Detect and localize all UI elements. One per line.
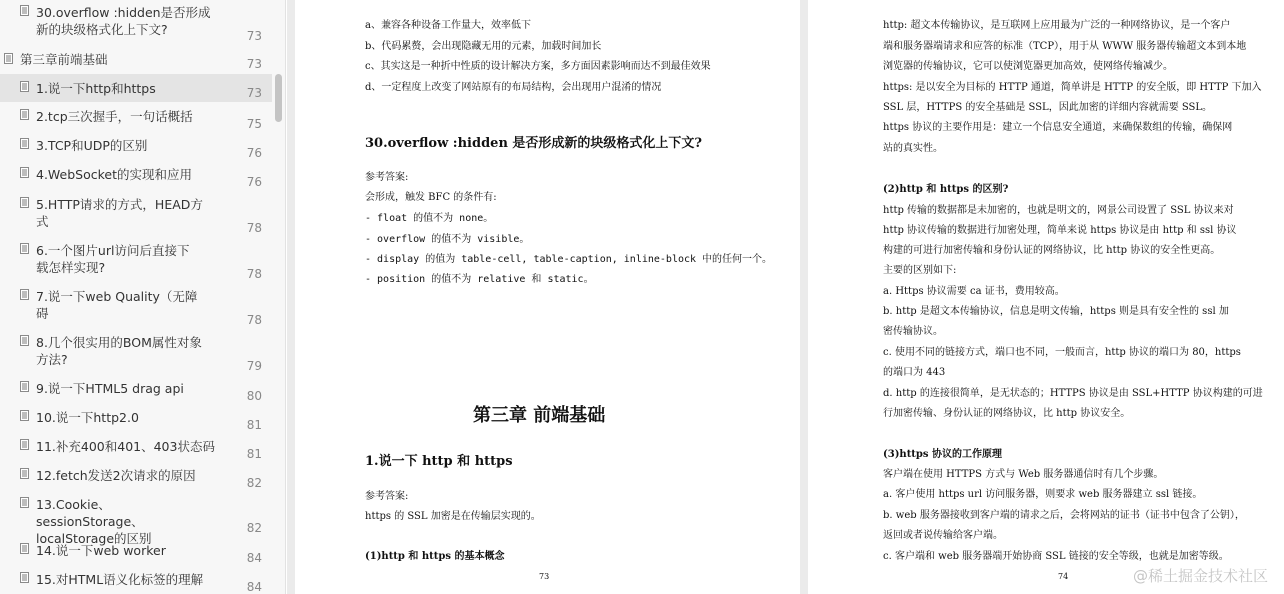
toc-item[interactable] [0, 2, 272, 42]
toc-page-number: 84 [246, 551, 262, 565]
answer-label: 参考答案: [365, 491, 409, 502]
toc-title: 9.说一下HTML5 drag api [36, 381, 184, 396]
toc-title: 10.说一下http2.0 [36, 410, 139, 425]
text-line: 浏览器的传输协议，它可以使浏览器更加高效，使网络传输减少。 [883, 61, 1173, 72]
chapter-title: 第三章 前端基础 [473, 405, 606, 426]
toc-page-number: 73 [246, 57, 262, 71]
document-page-74 [808, 0, 1284, 594]
text-line: https 的 SSL 加密是在传输层实现的。 [365, 511, 541, 522]
toc-item[interactable] [0, 494, 272, 546]
text-line: a. 客户使用 https url 访问服务器，则要求 web 服务器建立 ssl 链接。 [883, 489, 1203, 500]
text-line: 的端口为 443 [883, 367, 946, 378]
bookmark-icon [20, 109, 29, 120]
bookmark-sidebar [0, 0, 286, 594]
subheading: (3)https 协议的工作原理 [883, 449, 1003, 460]
toc-page-number: 76 [246, 175, 262, 189]
text-line: b. web 服务器接收到客户端的请求之后，会将网站的证书（证书中包含了公钥）， [883, 510, 1245, 521]
sidebar-scrollbar[interactable] [274, 0, 284, 594]
toc-title: 第三章前端基础 [20, 52, 108, 67]
toc-page-number: 81 [246, 447, 262, 461]
toc-page-number: 78 [246, 267, 262, 281]
toc-title: 30.overflow :hidden是否形成新的块级格式化上下文? [36, 5, 211, 37]
text-line: c. 客户端和 web 服务器端开始协商 SSL 链接的安全等级，也就是加密等级。 [883, 551, 1229, 562]
text-line: SSL 层，HTTPS 的安全基础是 SSL，因此加密的详细内容就需要 SSL。 [883, 102, 1213, 113]
page-number: 73 [539, 572, 550, 581]
text-line: 返回或者说传输给客户端。 [883, 530, 1003, 541]
text-line: http 协议传输的数据进行加密处理，简单来说 https 协议是由 http 和 ssl 协议 [883, 225, 1237, 236]
toc-item[interactable] [0, 240, 272, 280]
bookmark-icon [20, 468, 29, 479]
bookmark-icon [20, 572, 29, 583]
toc-title: 11.补充400和401、403状态码 [36, 439, 215, 454]
bookmark-icon [20, 410, 29, 421]
toc-item[interactable] [0, 106, 272, 132]
toc-item[interactable] [0, 286, 272, 326]
toc-title: 7.说一下web Quality（无障碍 [36, 289, 198, 321]
toc-item[interactable] [0, 540, 272, 566]
toc-title: 8.几个很实用的BOM属性对象方法? [36, 335, 202, 367]
text-line: - float 的值不为 none。 [365, 213, 494, 224]
text-line: 端和服务器端请求和应答的标准（TCP），用于从 WWW 服务器传输超文本到本地 [883, 41, 1247, 52]
toc-page-number: 82 [246, 476, 262, 490]
bookmark-icon [20, 5, 29, 16]
toc-item[interactable] [0, 74, 272, 102]
toc-title: 2.tcp三次握手，一句话概括 [36, 109, 193, 124]
toc-item[interactable] [0, 378, 272, 404]
toc-item[interactable] [0, 436, 272, 462]
toc-page-number: 80 [246, 389, 262, 403]
toc-page-number: 84 [246, 580, 262, 594]
text-line: 站的真实性。 [883, 143, 943, 154]
toc-item[interactable] [0, 569, 272, 594]
text-line: c、其实这是一种折中性质的设计解决方案，多方面因素影响而达不到最佳效果 [365, 61, 711, 72]
toc-title: 6.一个图片url访问后直接下载怎样实现? [36, 243, 190, 275]
text-line: 构建的可进行加密传输和身份认证的网络协议，比 http 协议的安全性更高。 [883, 245, 1221, 256]
toc-page-number: 76 [246, 146, 262, 160]
text-line: http 传输的数据都是未加密的，也就是明文的，网景公司设置了 SSL 协议来对 [883, 205, 1234, 216]
toc-page-number: 79 [246, 359, 262, 373]
bookmark-icon [4, 53, 13, 64]
toc-item[interactable] [0, 465, 272, 491]
toc-title: 15.对HTML语义化标签的理解 [36, 572, 204, 587]
toc-item[interactable] [0, 194, 272, 234]
bookmark-icon [20, 381, 29, 392]
toc-page-number: 78 [246, 221, 262, 235]
toc-item[interactable] [0, 164, 272, 190]
text-line: 行加密传输、身份认证的网络协议，比 http 协议安全。 [883, 408, 1131, 419]
toc-title: 1.说一下http和https [36, 81, 156, 96]
bookmark-icon [20, 197, 29, 208]
bookmark-icon [20, 335, 29, 346]
toc-title: 3.TCP和UDP的区别 [36, 138, 148, 153]
text-line: 密传输协议。 [883, 326, 943, 337]
text-line: d. http 的连接很简单，是无状态的；HTTPS 协议是由 SSL+HTTP 协议构建的可进 [883, 388, 1263, 399]
answer-label: 参考答案: [365, 172, 409, 183]
question-heading: 1.说一下 http 和 https [365, 454, 513, 469]
subheading: (2)http 和 https 的区别? [883, 184, 1009, 195]
text-line: a. Https 协议需要 ca 证书，费用较高。 [883, 286, 1065, 297]
text-line: https: 是以安全为目标的 HTTP 通道，简单讲是 HTTP 的安全版，即 HTTP 下加入 [883, 82, 1262, 93]
toc-page-number: 75 [246, 117, 262, 131]
toc-title: 13.Cookie、sessionStorage、localStorage的区别 [36, 497, 152, 546]
toc-page-number: 81 [246, 418, 262, 432]
toc-item[interactable] [0, 407, 272, 433]
toc-title: 5.HTTP请求的方式，HEAD方式 [36, 197, 203, 229]
page-gap [800, 0, 808, 594]
text-line: 主要的区别如下: [883, 265, 957, 276]
text-line: - overflow 的值不为 visible。 [365, 234, 530, 245]
bookmark-icon [20, 543, 29, 554]
subheading: (1)http 和 https 的基本概念 [365, 551, 505, 562]
text-line: d、一定程度上改变了网站原有的布局结构，会出现用户混淆的情况 [365, 82, 662, 93]
text-line: - position 的值不为 relative 和 static。 [365, 274, 594, 285]
toc-item[interactable] [0, 135, 272, 161]
toc-title: 14.说一下web worker [36, 543, 166, 558]
bookmark-icon [20, 138, 29, 149]
toc-page-number: 73 [246, 29, 262, 43]
text-line: b. http 是超文本传输协议，信息是明文传输，https 则是具有安全性的 ssl 加 [883, 306, 1229, 317]
text-line: c. 使用不同的链接方式，端口也不同，一般而言，http 协议的端口为 80，https [883, 347, 1241, 358]
toc-item-chapter[interactable] [0, 50, 272, 72]
page-number: 74 [1058, 572, 1069, 581]
bookmark-icon [20, 167, 29, 178]
toc-page-number: 78 [246, 313, 262, 327]
toc-title: 4.WebSocket的实现和应用 [36, 167, 193, 182]
text-line: https 协议的主要作用是：建立一个信息安全通道，来确保数组的传输，确保网 [883, 122, 1233, 133]
text-line: a、兼容各种设备工作量大，效率低下 [365, 20, 531, 31]
toc-title: 12.fetch发送2次请求的原因 [36, 468, 196, 483]
bookmark-icon [20, 243, 29, 254]
page-gap [287, 0, 295, 594]
bookmark-icon [20, 81, 29, 92]
watermark-text: @稀土掘金技术社区 [1132, 567, 1268, 585]
text-line: 客户端在使用 HTTPS 方式与 Web 服务器通信时有几个步骤。 [883, 469, 1164, 480]
question-heading: 30.overflow :hidden 是否形成新的块级格式化上下文? [365, 136, 703, 151]
document-page-73 [295, 0, 800, 594]
text-line: http: 超文本传输协议，是互联网上应用最为广泛的一种网络协议，是一个客户 [883, 20, 1231, 31]
toc-page-number: 82 [246, 521, 262, 535]
toc-page-number: 73 [246, 86, 262, 100]
scrollbar-thumb[interactable] [275, 74, 282, 122]
text-line: b、代码累赘，会出现隐藏无用的元素，加载时间加长 [365, 41, 602, 52]
text-line: - display 的值为 table-cell, table-caption, inline-block 中的任何一个。 [365, 254, 773, 265]
bookmark-icon [20, 439, 29, 450]
toc-item[interactable] [0, 332, 272, 372]
text-line: 会形成，触发 BFC 的条件有: [365, 192, 497, 203]
bookmark-icon [20, 497, 29, 508]
bookmark-icon [20, 289, 29, 300]
